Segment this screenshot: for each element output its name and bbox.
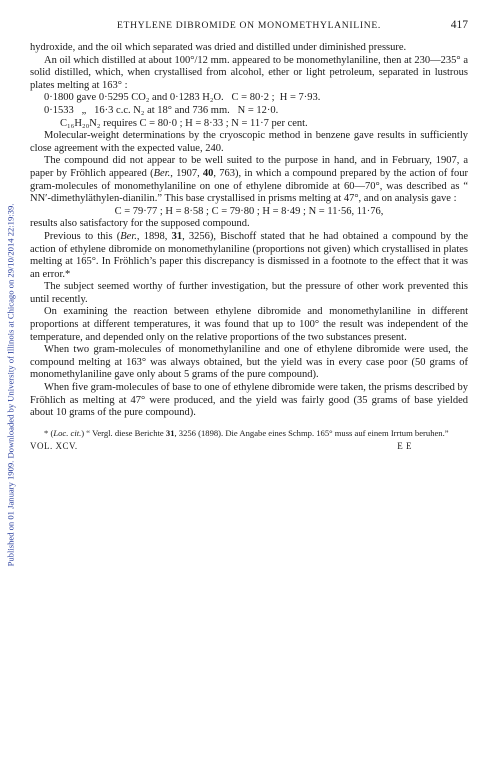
paragraph-6 bbox=[30, 231, 468, 281]
analysis-line-2: 0·1533 „ 16·3 c.c. N₂ at 18° and 736 mm. N = 12·0. bbox=[44, 104, 279, 116]
paragraph-9: When two gram-molecules of monomethylaniline and one of ethylene dibromide were used, the compound melting at 163° was always obtained, but the yield was in every case poor (50 grams of monomethylaniline gave only about 5 grams of the pure compound). bbox=[30, 344, 468, 381]
p4-volume: 40 bbox=[202, 167, 214, 179]
p4-text-2: , 1907, bbox=[170, 167, 203, 179]
volume-label: VOL. XCV. bbox=[30, 441, 78, 452]
formula-requirement: C₁₆H₂₀N₂ requires C = 80·0 ; H = 8·33 ; N = 11·7 per cent. bbox=[60, 117, 308, 129]
p6-text-2: , 1898, bbox=[136, 230, 172, 242]
running-title: ETHYLENE DIBROMIDE ON MONOMETHYLANILINE. bbox=[116, 20, 382, 31]
running-header bbox=[30, 20, 468, 36]
footnote bbox=[30, 428, 468, 438]
p4-citation-ber: Ber. bbox=[153, 167, 171, 179]
footnote-volume: 31 bbox=[165, 427, 175, 438]
footnote-text-2: , 3256 (1898). Die Angabe eines Schmp. 165° muss auf einem Irrtum beruhen.” bbox=[174, 427, 449, 438]
paragraph-1: hydroxide, and the oil which separated was dried and distilled under diminished pressure. bbox=[30, 42, 407, 53]
publication-stamp-text: Published on 01 January 1909. Downloaded by University of Illinois at Chicago on 29/10/2014 22:19:39. bbox=[5, 203, 16, 566]
signature-mark: E E bbox=[397, 441, 412, 452]
page-footer bbox=[30, 441, 468, 451]
paragraph-4 bbox=[30, 155, 468, 205]
footnote-marker: * ( bbox=[44, 427, 54, 438]
page bbox=[30, 20, 468, 451]
p4-text-3: , 763), in which a compound prepared by the action of four gram-molecules of monomethylaniline on one of ethylene dibromide at 60—70°, was described as “ NN′-dimethyläthylen-dianilin.” This base crystallised in prisms melting at 47°, and on analysis gave : bbox=[30, 167, 468, 205]
p6-volume: 31 bbox=[171, 230, 183, 242]
footnote-loc-cit: Loc. cit. bbox=[53, 427, 82, 438]
analysis-line-1: 0·1800 gave 0·5295 CO₂ and 0·1283 H₂O. C = 80·2 ; H = 7·93. bbox=[44, 92, 321, 104]
p4-text-1: The compound did not appear to be well suited to the purpose in hand, and in February, 1907, a paper by Fröhlich appeared ( bbox=[30, 155, 468, 179]
page-number: 417 bbox=[450, 19, 468, 31]
publication-stamp bbox=[3, 0, 17, 769]
paragraph-7: The subject seemed worthy of further investigation, but the pressure of other work prevented this until recently. bbox=[30, 281, 468, 305]
p6-text-3: , 3256), Bischoff stated that he had obtained a compound by the action of ethylene dibromide on monomethylaniline (proportions not given) which crystallised in plates melting at 165°. In Fröhlich’s paper this discrepancy is dismissed in a footnote to the effect that it was an error.* bbox=[30, 230, 469, 280]
analysis-line-3: C = 79·77 ; H = 8·58 ; C = 79·80 ; H = 8·49 ; N = 11·56, 11·76, bbox=[114, 205, 384, 217]
p6-citation-ber: Ber. bbox=[120, 230, 137, 242]
p6-text-1: Previous to this ( bbox=[44, 230, 121, 242]
footnote-text-1: ) “ Vergl. diese Berichte bbox=[81, 427, 166, 438]
paragraph-8: On examining the reaction between ethylene dibromide and monomethylaniline in different proportions at different temperatures, it was found that up to 100° the result was independent of the temperature, and depended only on the relative proportions of the two substances present. bbox=[30, 306, 468, 343]
paragraph-3: Molecular-weight determinations by the cryoscopic method in benzene gave results in sufficiently close agreement with the expected value, 240. bbox=[30, 130, 468, 154]
paragraph-10: When five gram-molecules of base to one of ethylene dibromide were taken, the prisms described by Fröhlich as melting at 47° were produced, and the yield was fairly good (35 grams of base yielded about 10 grams of the pure compound). bbox=[30, 382, 468, 419]
paragraph-5: results also satisfactory for the supposed compound. bbox=[30, 218, 250, 230]
paragraph-2: An oil which distilled at about 100°/12 mm. appeared to be monomethylaniline, then at 230—235° a solid distilled, which, when crystallised from alcohol, ether or light petroleum, separated in lustrous plates melting at 163° : bbox=[30, 54, 468, 91]
